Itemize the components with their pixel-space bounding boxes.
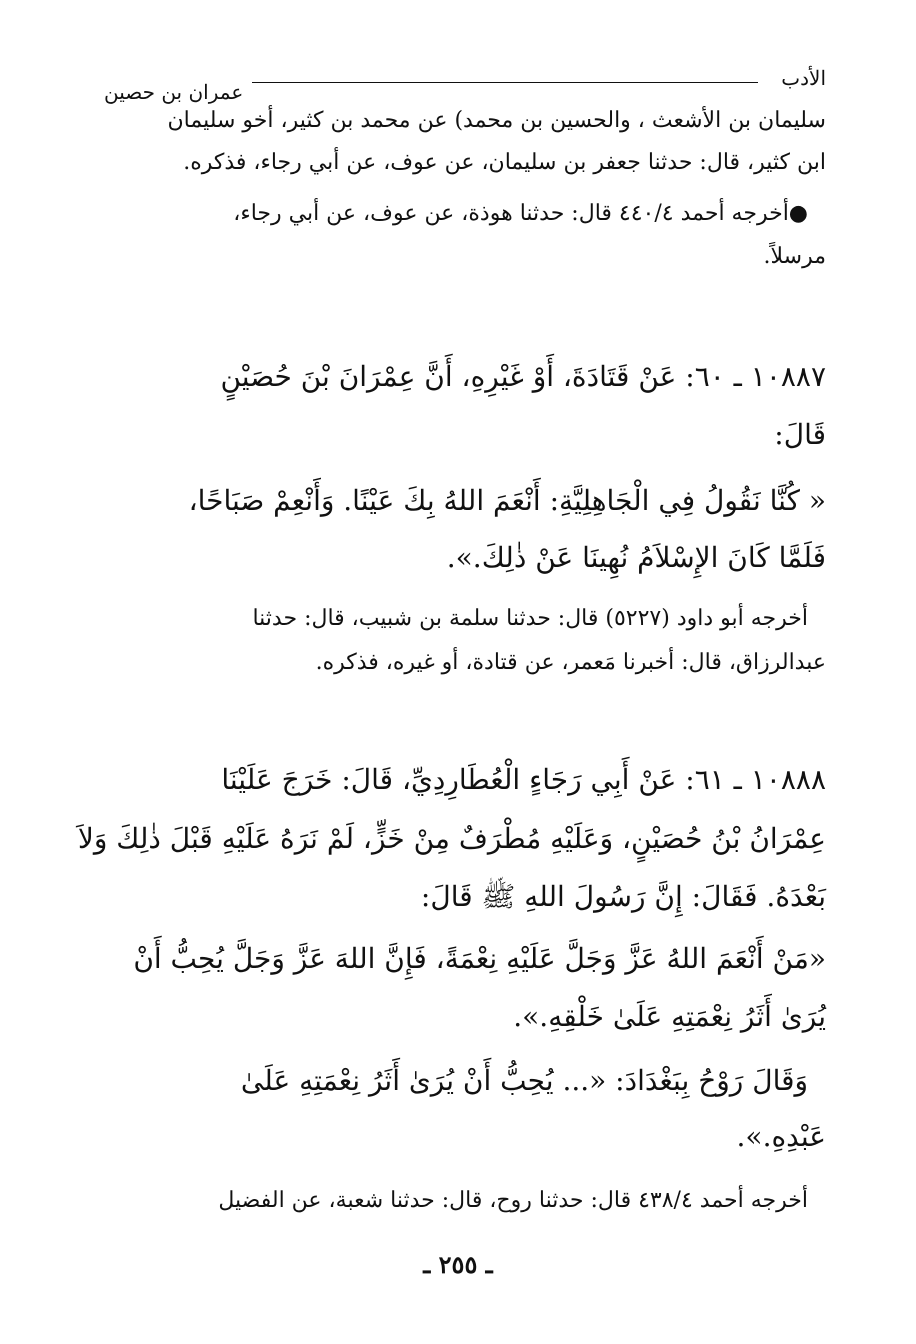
hadith-10888-line-3: بَعْدَهُ. فَقَالَ: إِنَّ رَسُولَ اللهِ ﷺ قَالَ:	[420, 880, 826, 913]
hadith-10888-takhrij: أخرجه أحمد ٤٣٨/٤ قال: حدثنا روح، قال: حدثنا شعبة، عن الفضيل	[218, 1188, 808, 1213]
section-title: الأدب	[781, 66, 826, 90]
prev-entry-line-3: ●أخرجه أحمد ٤٤٠/٤ قال: حدثنا هوذة، عن عوف، عن أبي رجاء،	[233, 201, 808, 226]
hadith-10888-rawh-line-2: عَبْدِهِ.».	[736, 1120, 826, 1153]
page-number: ـ ٢٥٥ ـ	[423, 1250, 493, 1279]
hadith-10887-line-2: قَالَ:	[774, 418, 826, 451]
chapter-title: عمران بن حصين	[104, 80, 244, 104]
prev-entry-line-1: سليمان بن الأشعث ، والحسين بن محمد) عن محمد بن كثير، أخو سليمان	[167, 108, 826, 133]
hadith-10887-takhrij-line-2: عبدالرزاق، قال: أخبرنا مَعمر، عن قتادة، أو غيره، فذكره.	[315, 650, 826, 675]
header-rule	[252, 82, 758, 83]
hadith-10888-rawh-line-1: وَقَالَ رَوْحُ بِبَغْدَادَ: «... يُحِبُّ أَنْ يُرَىٰ أَثَرُ نِعْمَتِهِ عَلَىٰ	[240, 1064, 808, 1097]
hadith-10888-line-5: يُرَىٰ أَثَرُ نِعْمَتِهِ عَلَىٰ خَلْقِهِ.».	[513, 1000, 826, 1033]
hadith-10887-line-3: « كُنَّا نَقُولُ فِي الْجَاهِلِيَّةِ: أَنْعَمَ اللهُ بِكَ عَيْنًا. وَأَنْعِمْ صَبَاحًا،	[188, 484, 826, 517]
prev-entry-line-4: مرسلاً.	[763, 244, 826, 269]
hadith-10888-line-4: «مَنْ أَنْعَمَ اللهُ عَزَّ وَجَلَّ عَلَيْهِ نِعْمَةً، فَإِنَّ اللهَ عَزَّ وَجَلَّ يُحِبُّ أَنْ	[133, 942, 826, 975]
hadith-10888-line-2: عِمْرَانُ بْنُ حُصَيْنٍ، وَعَلَيْهِ مُطْرَفٌ مِنْ خَزٍّ، لَمْ نَرَهُ عَلَيْهِ قَبْلَ ذٰلِكَ وَلاَ	[77, 822, 826, 855]
hadith-10888-line-1: ١٠٨٨٨ ـ ٦١: عَنْ أَبِي رَجَاءٍ الْعُطَارِدِيِّ، قَالَ: خَرَجَ عَلَيْنَا	[221, 763, 826, 796]
prev-entry-line-2: ابن كثير، قال: حدثنا جعفر بن سليمان، عن عوف، عن أبي رجاء، فذكره.	[183, 150, 826, 175]
hadith-10887-line-4: فَلَمَّا كَانَ الإِسْلاَمُ نُهِينَا عَنْ ذٰلِكَ.».	[446, 541, 826, 574]
running-header	[104, 66, 826, 104]
hadith-10887-takhrij-line-1: أخرجه أبو داود (٥٢٢٧) قال: حدثنا سلمة بن شبيب، قال: حدثنا	[252, 606, 808, 631]
hadith-10887-line-1: ١٠٨٨٧ ـ ٦٠: عَنْ قَتَادَةَ، أَوْ غَيْرِهِ، أَنَّ عِمْرَانَ بْنَ حُصَيْنٍ	[220, 360, 826, 393]
